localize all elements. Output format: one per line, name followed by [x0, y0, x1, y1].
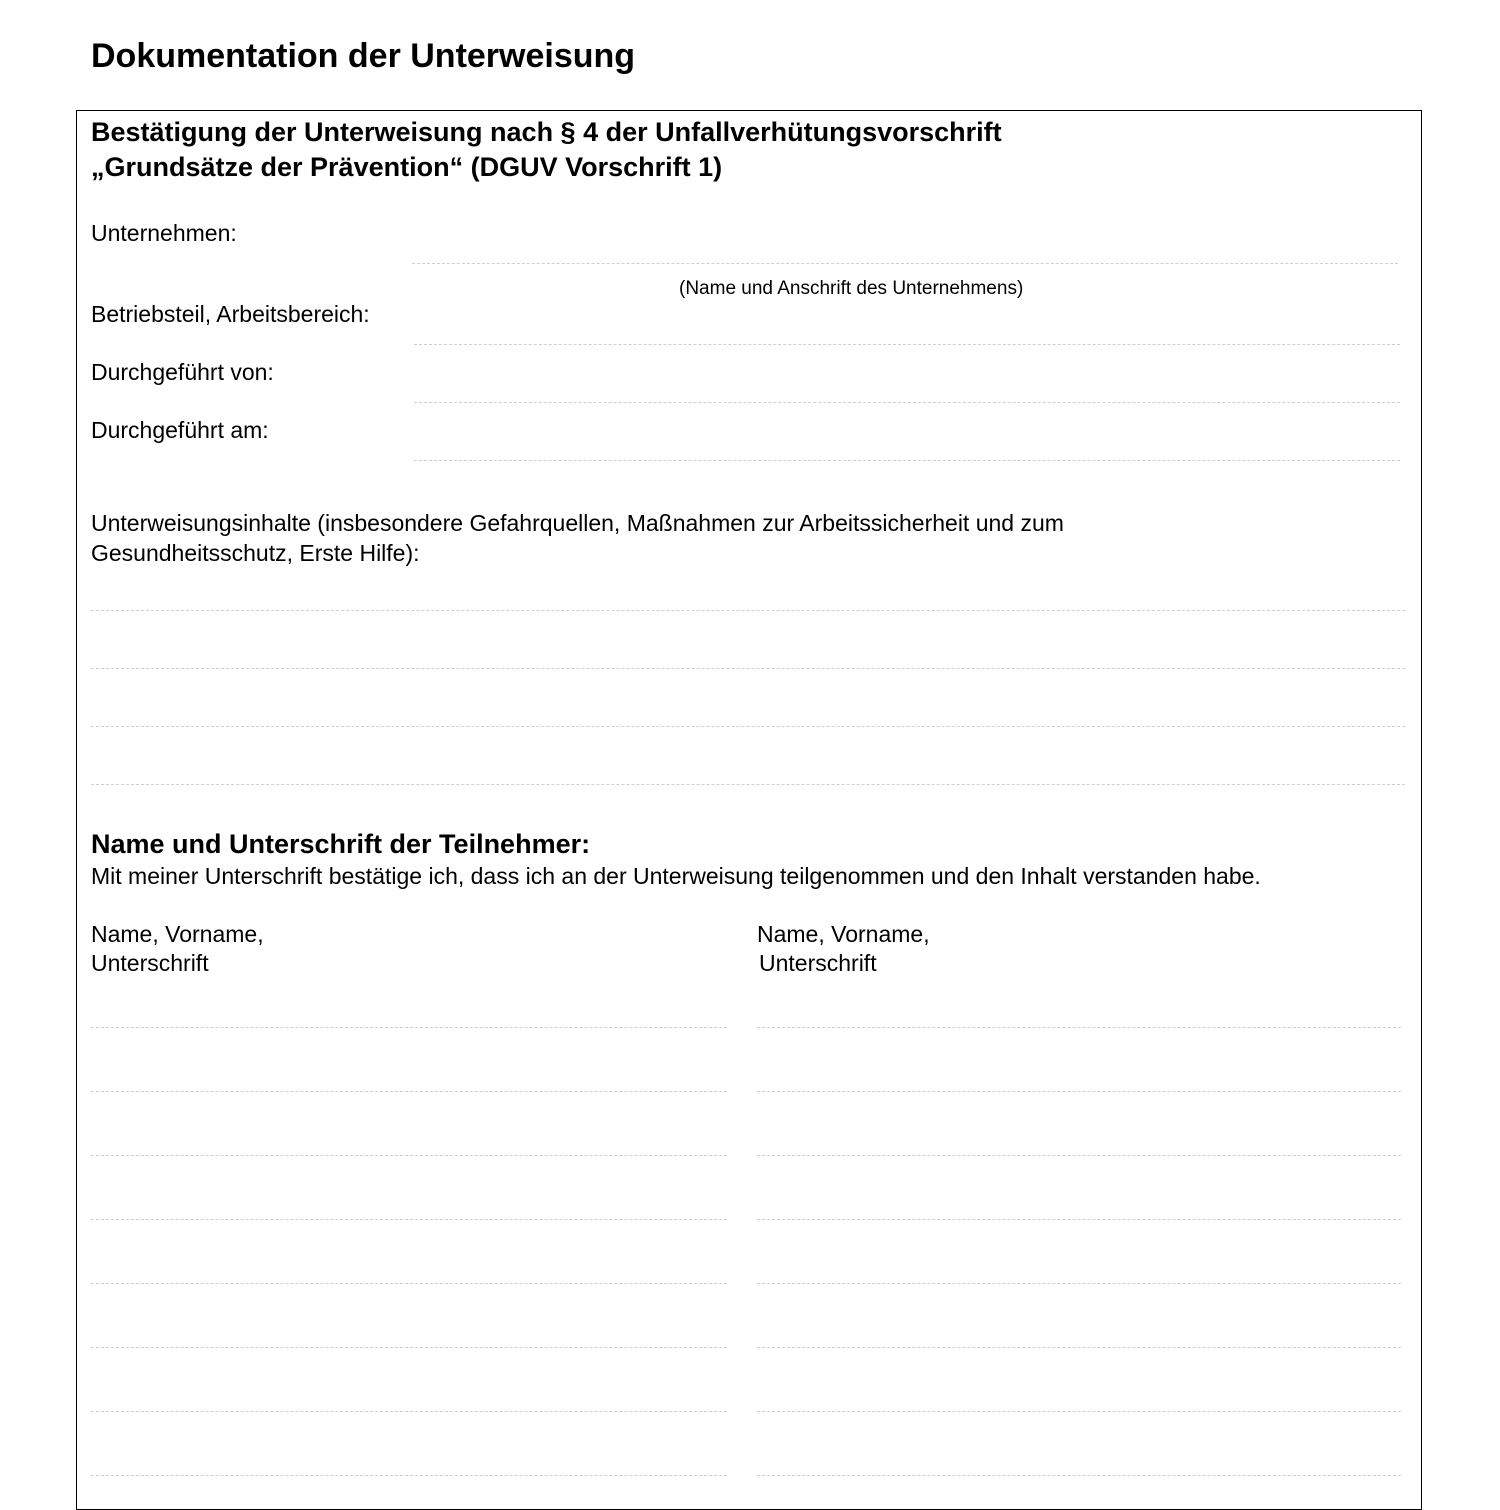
signature-line-right[interactable] — [757, 1219, 1401, 1220]
durchgefuehrt-von-label: Durchgeführt von: — [91, 359, 274, 385]
durchgefuehrt-am-field[interactable] — [414, 460, 1400, 461]
betriebsteil-label: Betriebsteil, Arbeitsbereich: — [91, 301, 370, 327]
form-heading-line2: „Grundsätze der Prävention“ (DGUV Vorschrift 1) — [91, 152, 723, 182]
left-col-label-line1: Name, Vorname, — [91, 921, 264, 947]
unternehmen-hint: (Name und Anschrift des Unternehmens) — [679, 278, 1024, 299]
content-line[interactable] — [91, 610, 1405, 611]
unterweisungsinhalte-label-line2: Gesundheitsschutz, Erste Hilfe): — [91, 540, 420, 566]
signature-line-left[interactable] — [91, 1347, 727, 1348]
signature-line-left[interactable] — [91, 1411, 727, 1412]
signature-line-left[interactable] — [91, 1155, 727, 1156]
content-line[interactable] — [91, 784, 1405, 785]
content-line[interactable] — [91, 726, 1405, 727]
durchgefuehrt-am-label: Durchgeführt am: — [91, 417, 269, 443]
content-line[interactable] — [91, 668, 1405, 669]
right-col-label-line2: Unterschrift — [759, 950, 877, 976]
unternehmen-field[interactable] — [412, 263, 1398, 264]
signature-line-right[interactable] — [757, 1027, 1401, 1028]
signature-line-right[interactable] — [757, 1475, 1401, 1476]
unternehmen-label: Unternehmen: — [91, 220, 237, 246]
signature-line-left[interactable] — [91, 1283, 727, 1284]
signature-line-left[interactable] — [91, 1219, 727, 1220]
page-title: Dokumentation der Unterweisung — [91, 37, 636, 75]
right-col-label-line1: Name, Vorname, — [757, 921, 930, 947]
participants-heading: Name und Unterschrift der Teilnehmer: — [91, 829, 591, 859]
signature-line-right[interactable] — [757, 1411, 1401, 1412]
form-heading-line1: Bestätigung der Unterweisung nach § 4 der Unfallverhütungsvorschrift — [91, 117, 1002, 147]
signature-line-left[interactable] — [91, 1027, 727, 1028]
signature-line-left[interactable] — [91, 1475, 727, 1476]
signature-line-right[interactable] — [757, 1155, 1401, 1156]
left-col-label-line2: Unterschrift — [91, 950, 209, 976]
participants-confirmation: Mit meiner Unterschrift bestätige ich, dass ich an der Unterweisung teilgenommen und den Inhalt verstanden habe. — [91, 863, 1261, 889]
signature-line-right[interactable] — [757, 1091, 1401, 1092]
signature-line-left[interactable] — [91, 1091, 727, 1092]
durchgefuehrt-von-field[interactable] — [414, 402, 1400, 403]
unterweisungsinhalte-label-line1: Unterweisungsinhalte (insbesondere Gefahrquellen, Maßnahmen zur Arbeitssicherheit und zum — [91, 510, 1064, 536]
signature-line-right[interactable] — [757, 1347, 1401, 1348]
signature-line-right[interactable] — [757, 1283, 1401, 1284]
betriebsteil-field[interactable] — [414, 344, 1400, 345]
